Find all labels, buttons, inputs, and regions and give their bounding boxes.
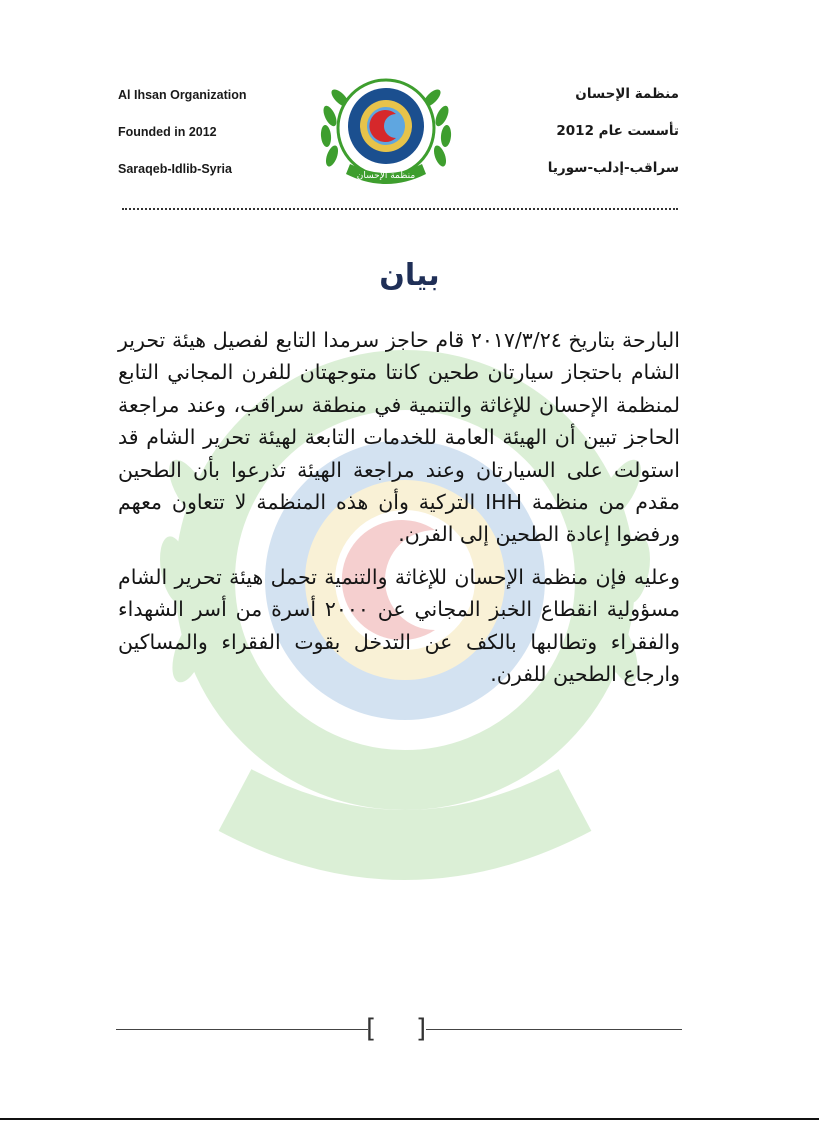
footer-rule-left — [116, 1029, 368, 1030]
footer-bracket-left: [ — [366, 1014, 377, 1044]
header-arabic — [548, 84, 679, 195]
footer-bracket-right: ] — [416, 1014, 427, 1044]
org-name-arabic: منظمة الإحسان — [575, 86, 679, 102]
statement-body — [118, 324, 680, 700]
header-english — [118, 86, 247, 197]
page-bottom-edge — [0, 1118, 819, 1120]
org-name-english: Al Ihsan Organization — [118, 88, 247, 102]
paragraph: وعليه فإن منظمة الإحسان للإغاثة والتنمية تحمل هيئة تحرير الشام مسؤولية انقطاع الخبز المجاني عن ٢٠٠٠ أسرة من أسر الشهداء والفقراء وتطالبها بالكف عن التدخل بقوت الفقراء والمساكين وارجاع الطحين للفرن. — [118, 564, 680, 687]
paragraph: البارحة بتاريخ ٢٠١٧/٣/٢٤ قام حاجز سرمدا التابع لفصيل هيئة تحرير الشام باحتجاز سيارتان طحين كانتا متوجهتان للفرن المجاني التابع لمنظمة الإحسان للإغاثة والتنمية في منطقة سراقب، وعند مراجعة الحاجز تبين أن الهيئة العامة للخدمات التابعة لهيئة تحرير الشام قد استولت على السيارتان وعند مراجعة الهيئة تذرعوا بأن الطحين مقدم من منظمة IHH التركية وأن هذه المنظمة لا تتعاون معهم ورفضوا إعادة الطحين إلى الفرن. — [118, 328, 680, 547]
footer-rule-right — [426, 1029, 682, 1030]
page-footer — [116, 1014, 682, 1046]
logo-caption: منظمة الإحسان — [356, 171, 416, 181]
founded-english: Founded in 2012 — [118, 125, 217, 139]
header-divider — [122, 208, 678, 210]
organization-logo-icon — [316, 66, 456, 196]
statement-title: بيان — [379, 258, 440, 293]
location-arabic: سراقب-إدلب-سوريا — [547, 160, 679, 176]
founded-arabic: تأسست عام 2012 — [556, 123, 679, 139]
location-english: Saraqeb-Idlib-Syria — [118, 162, 232, 176]
